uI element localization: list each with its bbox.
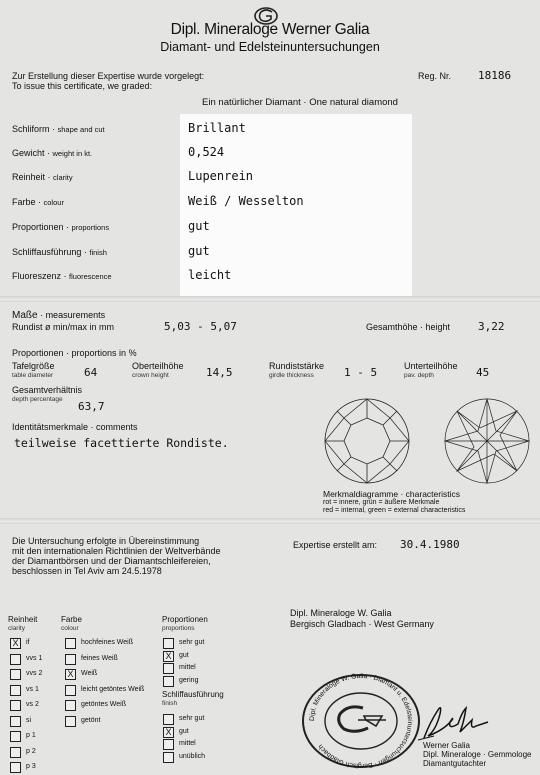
clarity-checkbox xyxy=(10,762,21,773)
reg-label: Reg. Nr. xyxy=(418,71,452,81)
colour-title: Farbe xyxy=(61,615,82,624)
girdle-value: 1 - 5 xyxy=(344,366,378,379)
header-title: Dipl. Mineraloge Werner Galia xyxy=(170,21,370,38)
finish-checkbox xyxy=(163,714,174,725)
clarity-option-label: vvs 2 xyxy=(26,670,43,677)
property-label-en: fluorescence xyxy=(69,272,112,281)
clarity-sub: clarity xyxy=(8,625,25,632)
intro-de: Zur Erstellung dieser Expertise wurde vorgelegt: xyxy=(12,71,205,81)
measurements-title-en: measurements xyxy=(45,310,106,320)
finish-title: Schliffausführung xyxy=(162,690,224,699)
property-label-en: colour xyxy=(43,198,64,207)
clarity-option-label: p 1 xyxy=(26,732,36,739)
prop-option-label: gut xyxy=(179,651,189,659)
property-label xyxy=(12,197,64,207)
finish-option-label: gut xyxy=(179,727,189,735)
separator: · xyxy=(45,172,54,182)
separator: · xyxy=(44,148,53,158)
clarity-option-label: p 2 xyxy=(26,747,36,755)
pav-label: Unterteilhöhe xyxy=(404,361,458,371)
property-label-de: Proportionen xyxy=(12,222,64,232)
property-label-de: Schliffausführung xyxy=(12,247,82,257)
finish-checkbox: X xyxy=(163,727,174,738)
finish-checkbox xyxy=(163,739,174,750)
crown-diagram xyxy=(318,395,416,487)
property-label xyxy=(12,148,92,158)
measurements-title-de: Maße xyxy=(12,310,38,321)
statement-line: Die Untersuchung erfolgte in Übereinstimmung xyxy=(12,536,200,546)
colour-option-label: leicht getöntes Weiß xyxy=(81,685,145,693)
separator: · xyxy=(63,222,72,232)
property-value: gut xyxy=(188,244,210,258)
prop-checkbox xyxy=(163,676,174,687)
property-value: Brillant xyxy=(188,121,246,135)
property-label-en: finish xyxy=(89,248,107,257)
prop-option-label: mittel xyxy=(179,664,196,671)
pav-sub: pav. depth xyxy=(404,372,434,379)
clarity-checkbox xyxy=(10,654,21,665)
property-value: gut xyxy=(188,219,210,233)
clarity-option-label: si xyxy=(26,716,32,724)
signature xyxy=(414,700,494,742)
prop-sub: proportions xyxy=(162,625,195,632)
property-label-de: Gewicht xyxy=(12,148,45,158)
official-stamp xyxy=(300,672,422,770)
property-value: Lupenrein xyxy=(188,169,254,183)
clarity-checkbox xyxy=(10,700,21,711)
prop-checkbox: X xyxy=(163,651,174,662)
finish-checkbox xyxy=(163,752,174,763)
table-label: Tafelgröße xyxy=(12,361,55,371)
clarity-checkbox xyxy=(10,716,21,727)
property-label-en: proportions xyxy=(71,223,110,232)
colour-checkbox xyxy=(65,638,76,649)
statement-line: mit den internationalen Richtlinien der Weltverbände xyxy=(12,546,221,556)
property-label xyxy=(12,222,109,232)
property-label-en: clarity xyxy=(53,173,73,182)
sig-role: Diamantgutachter xyxy=(423,759,487,768)
property-label-de: Fluoreszenz xyxy=(12,271,62,281)
separator: · xyxy=(61,271,70,281)
header-subtitle: Diamant- und Edelsteinuntersuchungen xyxy=(160,40,380,54)
diagram-legend-de: rot = innere, grün = äußere Merkmale xyxy=(323,499,440,506)
girdle-sub: girdle thickness xyxy=(269,372,314,379)
issuer-name: Dipl. Mineraloge W. Galia xyxy=(290,608,392,618)
girdle-label: Rundiststärke xyxy=(269,361,325,371)
statement-text xyxy=(12,536,220,576)
property-label xyxy=(12,247,107,257)
colour-checkbox xyxy=(65,654,76,665)
clarity-option-label: if xyxy=(26,639,30,646)
clarity-checkbox xyxy=(10,685,21,696)
rundist-value: 5,03 - 5,07 xyxy=(164,320,237,333)
height-value: 3,22 xyxy=(478,320,505,333)
prop-checkbox xyxy=(163,638,174,649)
property-value: Weiß / Wesselton xyxy=(188,194,304,208)
crown-label: Oberteilhöhe xyxy=(132,361,184,371)
clarity-option-label: vs 2 xyxy=(26,701,39,708)
colour-option-label: getönt xyxy=(81,716,101,724)
comments-label: Identitätsmerkmale · comments xyxy=(12,422,138,432)
colour-sub: colour xyxy=(61,625,79,632)
separator: · xyxy=(49,124,58,134)
statement-line: der Diamantbörsen und der Diamantschleifereien, xyxy=(12,556,211,566)
property-label-de: Farbe xyxy=(12,197,36,207)
table-sub: table diameter xyxy=(12,372,54,379)
finish-option-label: sehr gut xyxy=(179,715,205,722)
finish-option-label: mittel xyxy=(179,740,196,747)
clarity-checkbox xyxy=(10,747,21,758)
clarity-checkbox: X xyxy=(10,638,21,649)
sig-title: Dipl. Mineraloge · Gemmologe xyxy=(423,750,532,759)
property-label xyxy=(12,124,105,134)
stamp-text: Dipl. Mineraloge W. Galia · Diamant u. Edelsteinuntersuchungen · Bergisch Gladbach xyxy=(308,672,414,770)
clarity-checkbox xyxy=(10,731,21,742)
measurements-title: Maße · measurements xyxy=(12,310,106,321)
intro-en: To issue this certificate, we graded: xyxy=(12,81,153,91)
proportions-title: Proportionen · proportions in % xyxy=(12,348,137,358)
property-label-de: Reinheit xyxy=(12,172,46,182)
statement-line: beschlossen in Tel Aviv am 24.5.1978 xyxy=(12,566,162,576)
property-label xyxy=(12,271,112,281)
separator: · xyxy=(35,197,44,207)
colour-checkbox: X xyxy=(65,669,76,680)
finish-sub: finish xyxy=(162,700,178,707)
reg-number: 18186 xyxy=(478,69,512,82)
colour-option-label: Weiß xyxy=(81,670,98,677)
sig-name: Werner Galia xyxy=(423,741,470,750)
item-description: Ein natürlicher Diamant · One natural diamond xyxy=(202,97,398,108)
separator: · xyxy=(81,247,90,257)
prop-option-label: gering xyxy=(179,676,199,684)
height-label: Gesamthöhe · height xyxy=(366,322,451,332)
property-label-en: shape and cut xyxy=(57,125,105,134)
prop-title: Proportionen xyxy=(162,615,208,624)
property-value: 0,524 xyxy=(188,145,225,159)
colour-option-label: getöntes Weiß xyxy=(81,701,127,708)
clarity-option-label: p 3 xyxy=(26,763,36,770)
diagram-legend-en: red = internal, green = external characteristics xyxy=(323,507,466,514)
prop-option-label: sehr gut xyxy=(179,639,205,646)
property-label xyxy=(12,172,73,182)
issuer-city: Bergisch Gladbach · West Germany xyxy=(290,619,434,629)
comments-value: teilweise facettierte Rondiste. xyxy=(14,436,229,450)
date-label: Expertise erstellt am: xyxy=(293,540,378,550)
clarity-option-label: vvs 1 xyxy=(26,654,43,662)
colour-checkbox xyxy=(65,700,76,711)
finish-option-label: unüblich xyxy=(179,752,206,760)
depth-value: 63,7 xyxy=(78,400,105,413)
depth-sub: depth percentage xyxy=(12,396,63,403)
clarity-title: Reinheit xyxy=(8,615,38,624)
property-label-de: Schliform xyxy=(12,124,50,134)
table-value: 64 xyxy=(84,366,98,379)
crown-sub: crown height xyxy=(132,372,169,379)
pavilion-diagram xyxy=(438,395,536,487)
prop-checkbox xyxy=(163,663,174,674)
pav-value: 45 xyxy=(476,366,490,379)
crown-value: 14,5 xyxy=(206,366,233,379)
colour-option-label: hochfeines Weiß xyxy=(81,639,134,646)
diagram-title: Merkmaldiagramme · characteristics xyxy=(323,489,460,499)
colour-checkbox xyxy=(65,716,76,727)
property-value: leicht xyxy=(188,268,232,282)
clarity-checkbox xyxy=(10,669,21,680)
colour-checkbox xyxy=(65,685,76,696)
clarity-option-label: vs 1 xyxy=(26,685,39,693)
rundist-label: Rundist ø min/max in mm xyxy=(12,322,115,332)
colour-option-label: feines Weiß xyxy=(81,654,118,662)
depth-label: Gesamtverhältnis xyxy=(12,385,83,395)
property-label-en: weight in kt. xyxy=(52,149,93,158)
date-value: 30.4.1980 xyxy=(400,538,460,551)
